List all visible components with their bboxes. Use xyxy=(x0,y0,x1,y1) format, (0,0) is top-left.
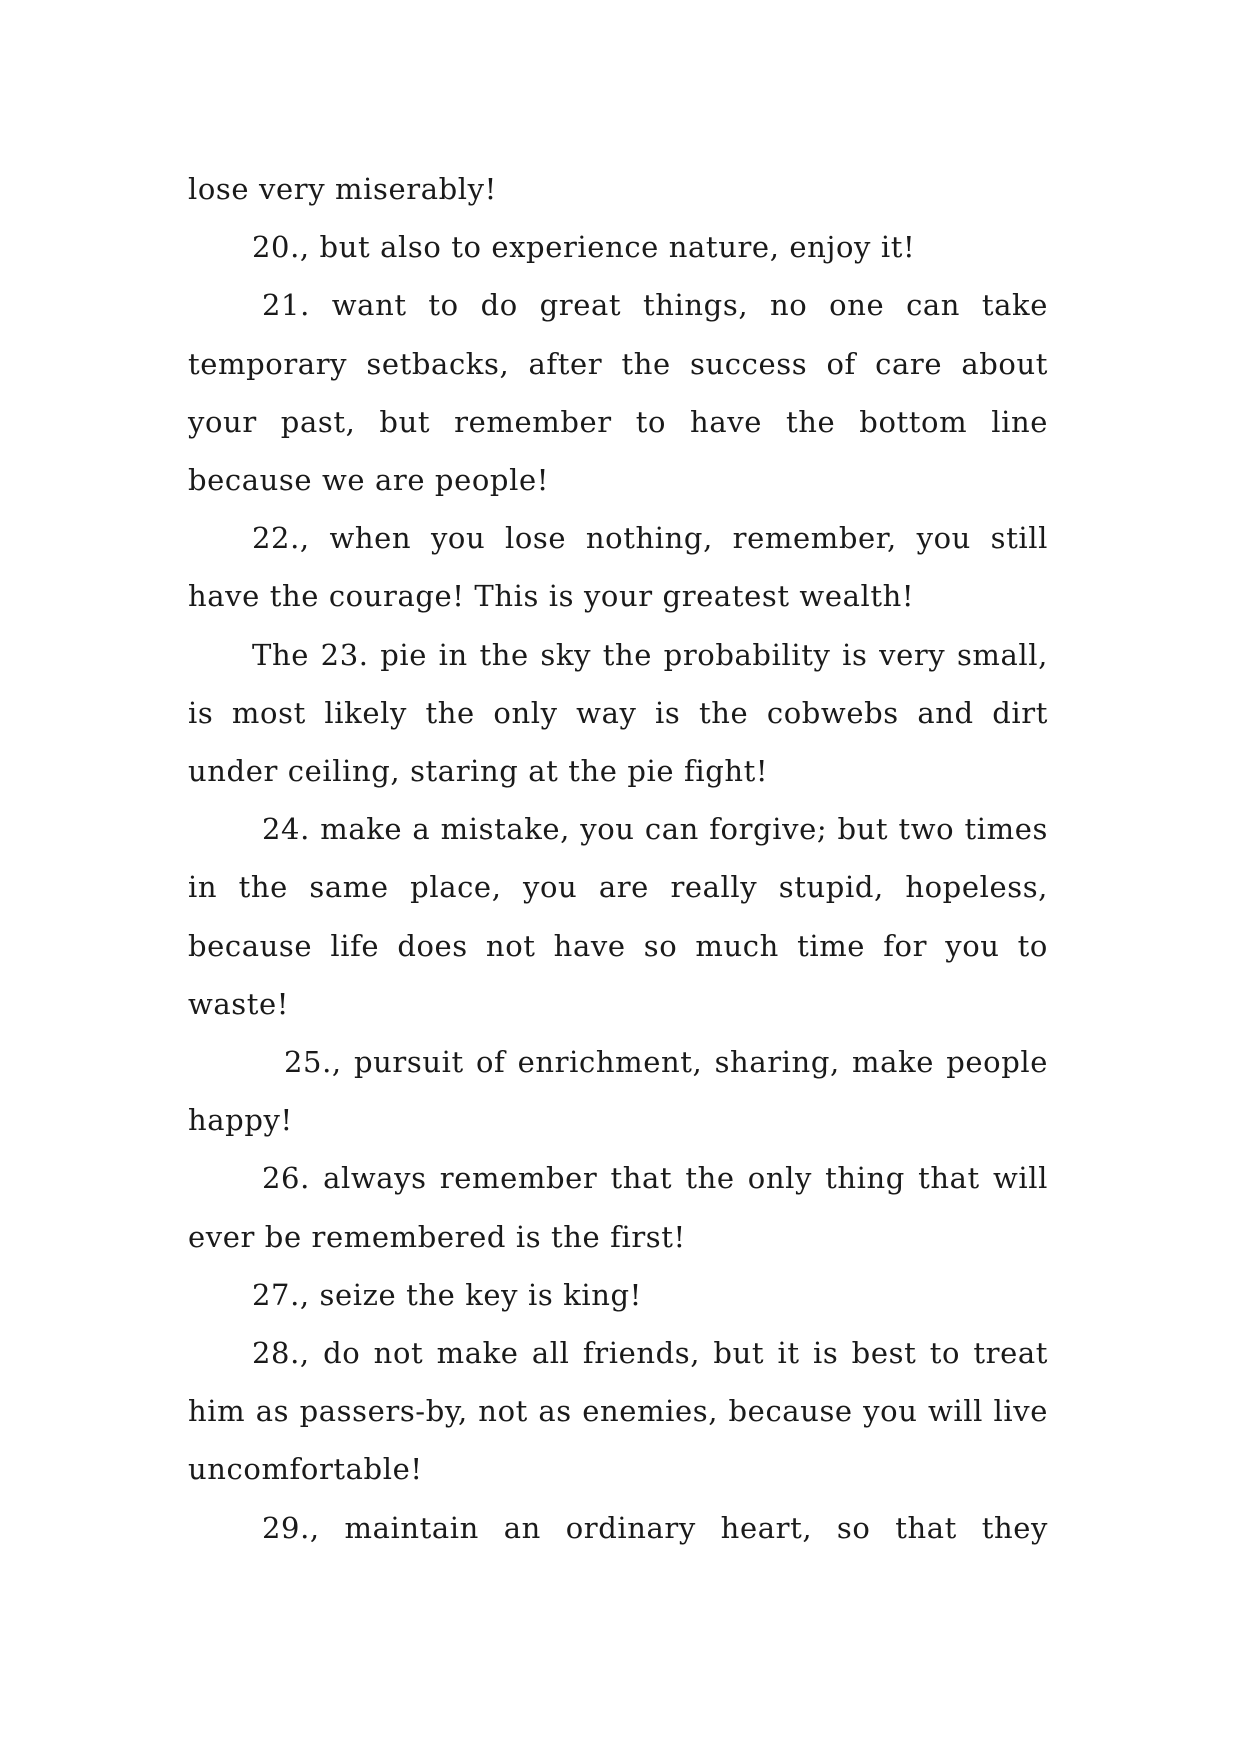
paragraph-25: 25., pursuit of enrichment, sharing, make people happy! xyxy=(188,1045,1048,1138)
paragraph-continuation: lose very miserably! xyxy=(188,172,497,206)
paragraph-20: 20., but also to experience nature, enjoy it! xyxy=(252,230,916,265)
paragraph-28: 28., do not make all friends, but it is best to treat him as passers-by, not as enemies, because you will live uncomfortable! xyxy=(188,1336,1048,1487)
paragraph-21: 21. want to do great things, no one can take temporary setbacks, after the success of care about your past, but remember to have the bottom line because we are people! xyxy=(188,288,1048,498)
paragraph-29: 29., maintain an ordinary heart, so that they xyxy=(262,1510,1048,1545)
paragraph-23: The 23. pie in the sky the probability is very small, is most likely the only way is the cobwebs and dirt under ceiling, staring at the pie fight! xyxy=(188,637,1048,789)
paragraph-24: 24. make a mistake, you can forgive; but two times in the same place, you are really stupid, hopeless, because life does not have so much time for you to waste! xyxy=(188,812,1048,1021)
paragraph-27: 27., seize the key is king! xyxy=(252,1277,642,1312)
paragraph-22: 22., when you lose nothing, remember, you still have the courage! This is your greatest wealth! xyxy=(188,521,1048,614)
document-page xyxy=(188,160,1048,1557)
paragraph-26: 26. always remember that the only thing that will ever be remembered is the first! xyxy=(188,1161,1048,1254)
